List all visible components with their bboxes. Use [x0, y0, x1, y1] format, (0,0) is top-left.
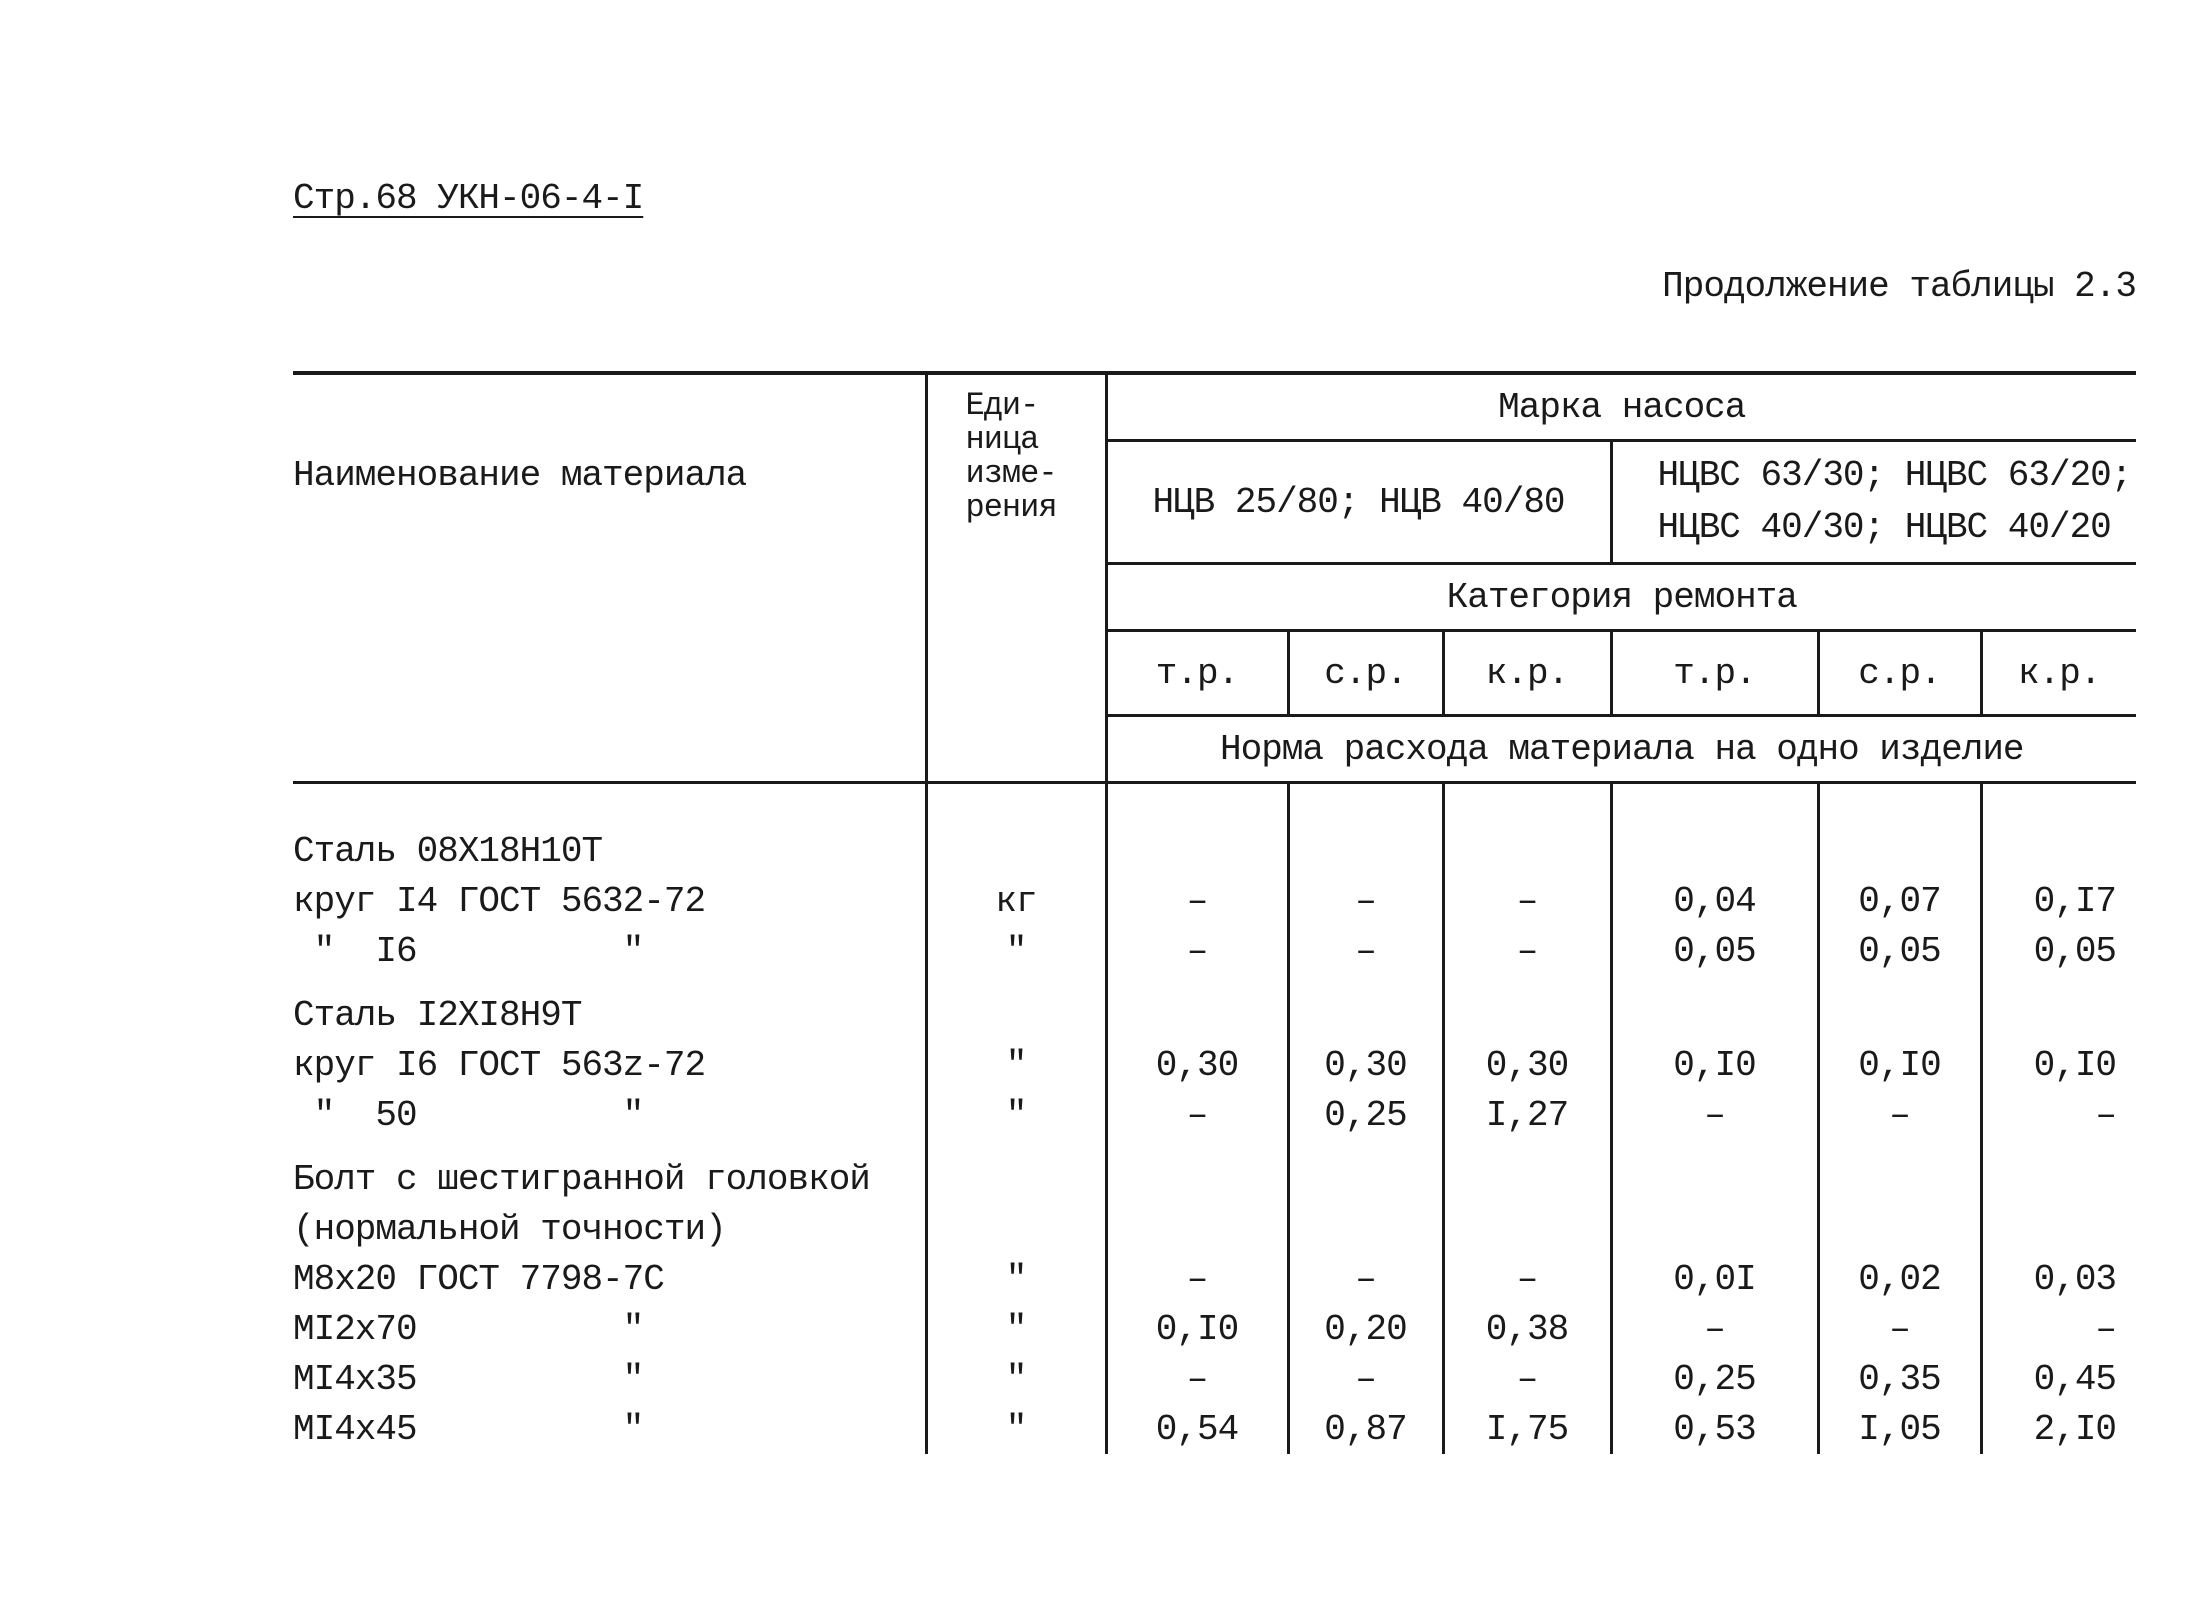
- value-cell: [1288, 990, 1443, 1040]
- value-cell: –: [1981, 1090, 2136, 1140]
- material-name: М8х20 ГОСТ 7798-7С: [293, 1258, 664, 1300]
- unit-cell: ": [926, 1304, 1106, 1354]
- value-cell: I,27: [1443, 1090, 1611, 1140]
- material-name: " 50 ": [293, 1094, 644, 1136]
- table-row: [293, 1204, 2136, 1254]
- category-cell: к.р.: [1443, 631, 1611, 716]
- value-cell: –: [1818, 1090, 1981, 1140]
- unit-cell: [926, 1154, 1106, 1204]
- value-cell: 0,05: [1981, 926, 2136, 976]
- value-cell: [1818, 1154, 1981, 1204]
- value-cell: [1818, 1204, 1981, 1254]
- value-cell: –: [1288, 876, 1443, 926]
- value-cell: [1288, 1204, 1443, 1254]
- unit-cell: [926, 1204, 1106, 1254]
- value-cell: I,75: [1443, 1404, 1611, 1454]
- material-name: круг I6 ГОСТ 563z-72: [293, 1044, 706, 1086]
- value-cell: 0,I7: [1981, 876, 2136, 926]
- value-cell: 0,07: [1818, 876, 1981, 926]
- value-cell: –: [1106, 876, 1288, 926]
- value-cell: [1443, 826, 1611, 876]
- value-cell: –: [1106, 1090, 1288, 1140]
- value-cell: [1443, 990, 1611, 1040]
- value-cell: [1611, 1204, 1818, 1254]
- category-cell: к.р.: [1981, 631, 2136, 716]
- value-cell: [1981, 1154, 2136, 1204]
- value-cell: 0,20: [1288, 1304, 1443, 1354]
- column-header-unit: Еди- ница изме- рения: [926, 373, 1106, 783]
- pump-group-a: НЦВ 25/80; НЦВ 40/80: [1106, 441, 1611, 564]
- unit-cell: ": [926, 1354, 1106, 1404]
- unit-cell: ": [926, 1404, 1106, 1454]
- unit-cell: [926, 826, 1106, 876]
- table-row: [293, 1154, 2136, 1204]
- value-cell: –: [1611, 1304, 1818, 1354]
- unit-cell: ": [926, 1254, 1106, 1304]
- category-cell: с.р.: [1818, 631, 1981, 716]
- value-cell: –: [1288, 1354, 1443, 1404]
- table-row: [293, 876, 2136, 926]
- value-cell: –: [1106, 1254, 1288, 1304]
- table-row: [293, 926, 2136, 976]
- material-name: Болт с шестигранной головкой: [293, 1158, 870, 1200]
- value-cell: 0,I0: [1818, 1040, 1981, 1090]
- repair-category-header: Категория ремонта: [1106, 564, 2136, 631]
- value-cell: –: [1106, 1354, 1288, 1404]
- material-name: Сталь 08Х18Н10Т: [293, 830, 603, 872]
- value-cell: –: [1981, 1304, 2136, 1354]
- value-cell: 0,I0: [1611, 1040, 1818, 1090]
- pump-group-b: НЦВС 63/30; НЦВС 63/20; НЦВС 40/30; НЦВС 40/20: [1611, 441, 2136, 564]
- value-cell: –: [1443, 926, 1611, 976]
- table-row: [293, 990, 2136, 1040]
- value-cell: 0,38: [1443, 1304, 1611, 1354]
- unit-cell: ": [926, 926, 1106, 976]
- value-cell: [1443, 1154, 1611, 1204]
- material-name: Сталь I2ХI8Н9Т: [293, 994, 582, 1036]
- unit-cell: ": [926, 1040, 1106, 1090]
- value-cell: 0,30: [1288, 1040, 1443, 1090]
- value-cell: –: [1106, 926, 1288, 976]
- value-cell: [1288, 1154, 1443, 1204]
- value-cell: [1443, 1204, 1611, 1254]
- category-cell: т.р.: [1611, 631, 1818, 716]
- value-cell: [1981, 826, 2136, 876]
- value-cell: 0,I0: [1981, 1040, 2136, 1090]
- value-cell: –: [1818, 1304, 1981, 1354]
- table-row: [293, 1404, 2136, 1454]
- table-row: [293, 826, 2136, 876]
- category-cell: т.р.: [1106, 631, 1288, 716]
- value-cell: 0,05: [1818, 926, 1981, 976]
- pump-mark-header: Марка насоса: [1106, 373, 2136, 441]
- value-cell: [1106, 990, 1288, 1040]
- value-cell: –: [1288, 926, 1443, 976]
- value-cell: I,05: [1818, 1404, 1981, 1454]
- value-cell: [1106, 826, 1288, 876]
- value-cell: [1981, 990, 2136, 1040]
- value-cell: [1288, 826, 1443, 876]
- table-row: [293, 1040, 2136, 1090]
- page-reference: Стр.68 УКН-06-4-I: [293, 178, 644, 219]
- value-cell: 0,45: [1981, 1354, 2136, 1404]
- material-name: " I6 ": [293, 930, 644, 972]
- value-cell: 0,02: [1818, 1254, 1981, 1304]
- table-row: [293, 1254, 2136, 1304]
- value-cell: –: [1443, 876, 1611, 926]
- value-cell: 0,04: [1611, 876, 1818, 926]
- unit-cell: ": [926, 1090, 1106, 1140]
- value-cell: [1106, 1204, 1288, 1254]
- value-cell: –: [1288, 1254, 1443, 1304]
- value-cell: 0,87: [1288, 1404, 1443, 1454]
- value-cell: 0,25: [1611, 1354, 1818, 1404]
- value-cell: [1818, 990, 1981, 1040]
- value-cell: 0,35: [1818, 1354, 1981, 1404]
- value-cell: –: [1443, 1254, 1611, 1304]
- table-row: [293, 1304, 2136, 1354]
- material-name: МI4х35 ": [293, 1358, 644, 1400]
- unit-cell: кг: [926, 876, 1106, 926]
- value-cell: 0,30: [1443, 1040, 1611, 1090]
- value-cell: 0,05: [1611, 926, 1818, 976]
- value-cell: 0,03: [1981, 1254, 2136, 1304]
- value-cell: –: [1611, 1090, 1818, 1140]
- value-cell: [1611, 990, 1818, 1040]
- value-cell: 0,25: [1288, 1090, 1443, 1140]
- value-cell: [1611, 1154, 1818, 1204]
- unit-cell: [926, 990, 1106, 1040]
- table-continuation-caption: Продолжение таблицы 2.3: [1662, 266, 2136, 307]
- value-cell: –: [1443, 1354, 1611, 1404]
- value-cell: 0,I0: [1106, 1304, 1288, 1354]
- material-name: (нормальной точности): [293, 1208, 726, 1250]
- value-cell: [1611, 826, 1818, 876]
- norm-header: Норма расхода материала на одно изделие: [1106, 716, 2136, 783]
- value-cell: 0,53: [1611, 1404, 1818, 1454]
- value-cell: 0,30: [1106, 1040, 1288, 1090]
- table-row: [293, 1090, 2136, 1140]
- value-cell: 0,0I: [1611, 1254, 1818, 1304]
- value-cell: [1106, 1154, 1288, 1204]
- column-header-material: Наименование материала: [293, 373, 926, 783]
- value-cell: 2,I0: [1981, 1404, 2136, 1454]
- material-name: круг I4 ГОСТ 5632-72: [293, 880, 706, 922]
- table-row: [293, 1354, 2136, 1404]
- category-cell: с.р.: [1288, 631, 1443, 716]
- material-name: МI2х70 ": [293, 1308, 644, 1350]
- material-name: МI4х45 ": [293, 1408, 644, 1450]
- value-cell: [1981, 1204, 2136, 1254]
- value-cell: [1818, 826, 1981, 876]
- value-cell: 0,54: [1106, 1404, 1288, 1454]
- materials-table: [293, 371, 2136, 1454]
